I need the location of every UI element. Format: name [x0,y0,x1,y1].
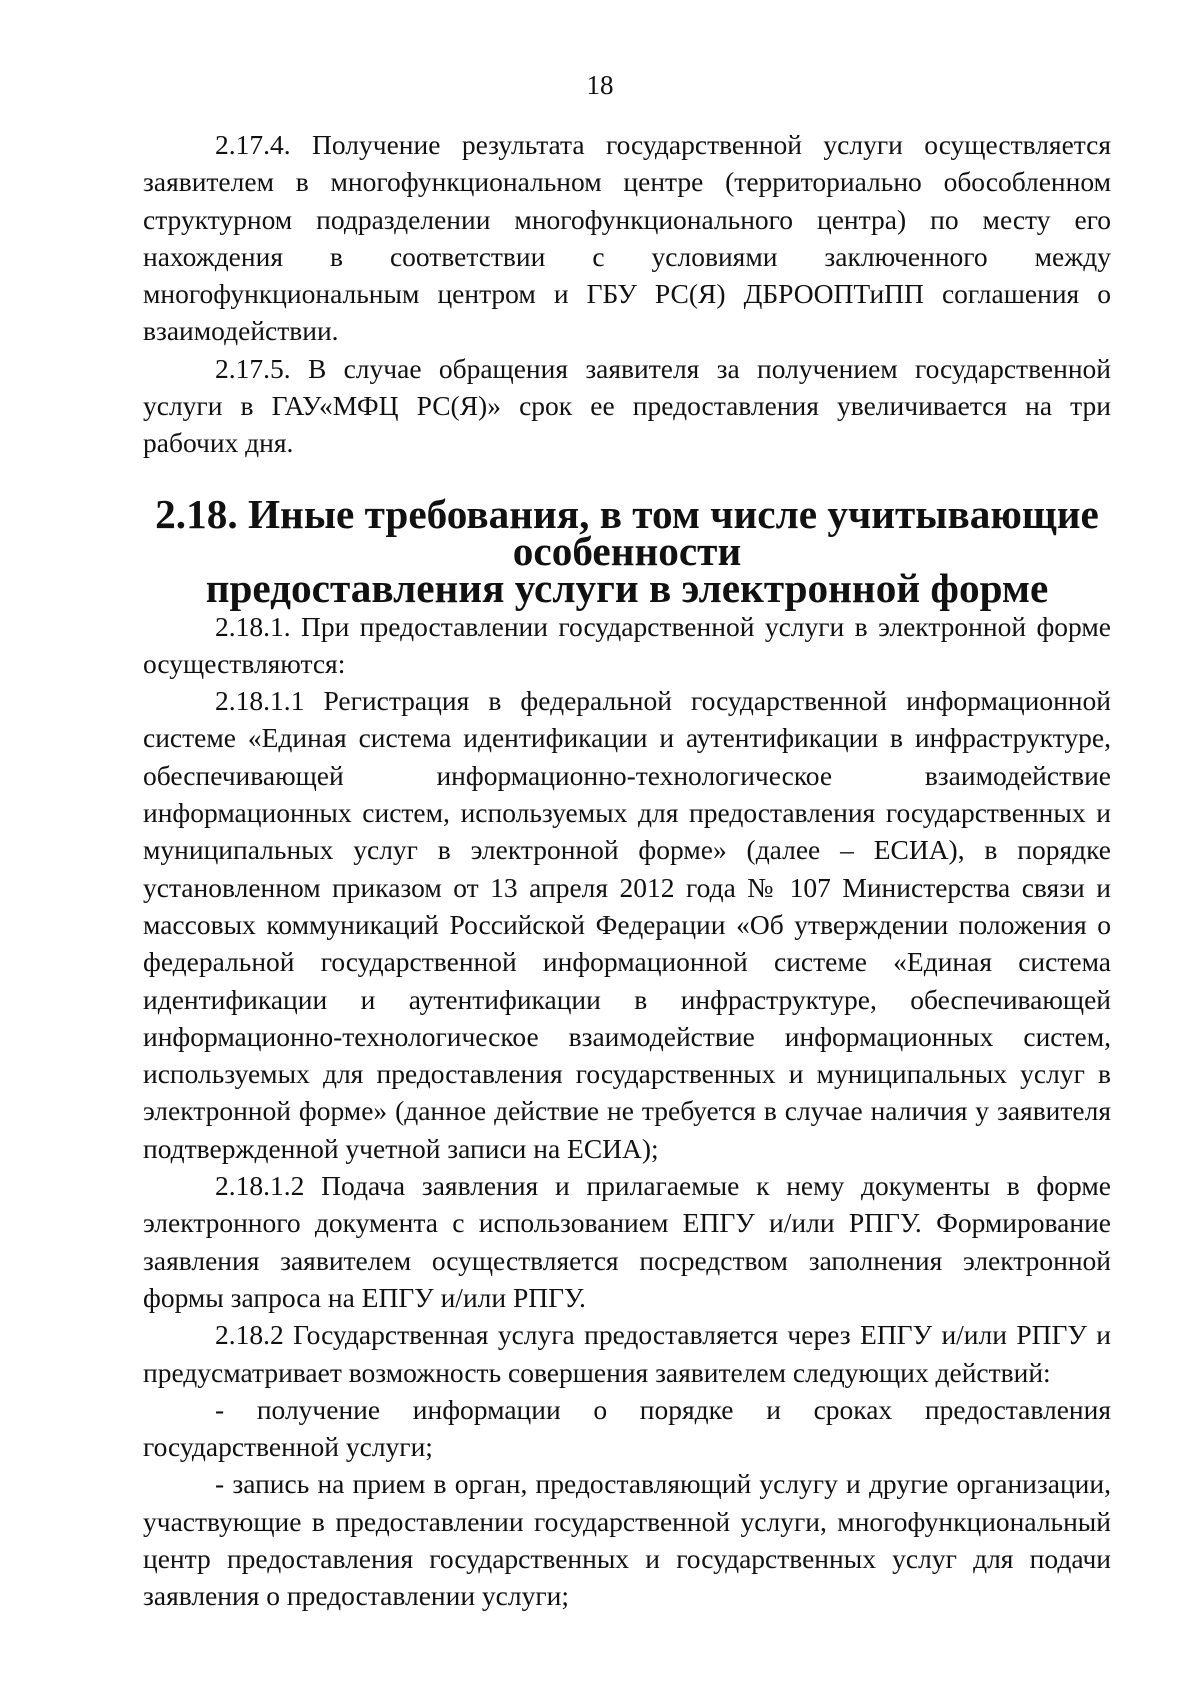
section-heading-2-18 [143,490,1111,612]
list-item-appointment: - запись на прием в орган, предоставляющий услугу и другие организации, участвующие в предоставлении государственной услуги, многофункциональный центр предоставления государственных и государственных услуг для подачи заявления о предоставлении услуги; [143,1468,1111,1612]
page-number: 18 [586,70,614,100]
paragraph-2-18-1-2: 2.18.1.2 Подача заявления и прилагаемые к нему документы в форме электронного документа с использованием ЕПГУ и/или РПГУ. Формирование заявления заявителем осуществляется посредством заполнения электронной формы запроса на ЕПГУ и/или РПГУ. [143,1170,1111,1313]
paragraph-2-18-2: 2.18.2 Государственная услуга предоставляется через ЕПГУ и/или РПГУ и предусматривает возможность совершения заявителем следующих действий: [143,1319,1111,1388]
paragraph-2-18-1-1: 2.18.1.1 Регистрация в федеральной государственной информационной системе «Единая система идентификации и аутентификации в инфраструктуре, обеспечивающей информационно-технологическое взаимодействие информационных систем, используемых для предоставления государственных и муниципальных услуг в электронной форме» (далее – ЕСИА), в порядке установленном приказом от 13 апреля 2012 года № 107 Министерства связи и массовых коммуникаций Российской Федерации «Об утверждении положения о федеральной государственной информационной системе «Единая система идентификации и аутентификации в инфраструктуре, обеспечивающей информационно-технологическое взаимодействие информационных систем, используемых для предоставления государственных и муниципальных услуг в электронной форме» (данное действие не требуется в случае наличия у заявителя подтвержденной учетной записи на ЕСИА); [143,685,1111,1164]
paragraph-2-17-5: 2.17.5. В случае обращения заявителя за получением государственной услуги в ГАУ«МФЦ РС(Я)» срок ее предоставления увеличивается на три рабочих дня. [143,352,1111,459]
paragraph-2-18-1: 2.18.1. При предоставлении государственной услуги в электронной форме осуществляются: [143,610,1111,679]
list-item-info: - получение информации о порядке и сроках предоставления государственной услуги; [143,1393,1111,1463]
section-heading-line-1: 2.18. Иные требования, в том числе учитывающие особенности [155,490,1099,574]
document-body [143,126,1111,1615]
paragraph-2-17-4: 2.17.4. Получение результата государственной услуги осуществляется заявителем в многофункциональном центре (территориально обособленном структурном подразделении многофункционального центра) по месту его нахождения в соответствии с условиями заключенного между многофункциональным центром и ГБУ РС(Я) ДБРООПТиПП соглашения о взаимодействии. [143,129,1111,347]
section-heading-line-2: предоставления услуги в электронной форме [205,565,1049,612]
